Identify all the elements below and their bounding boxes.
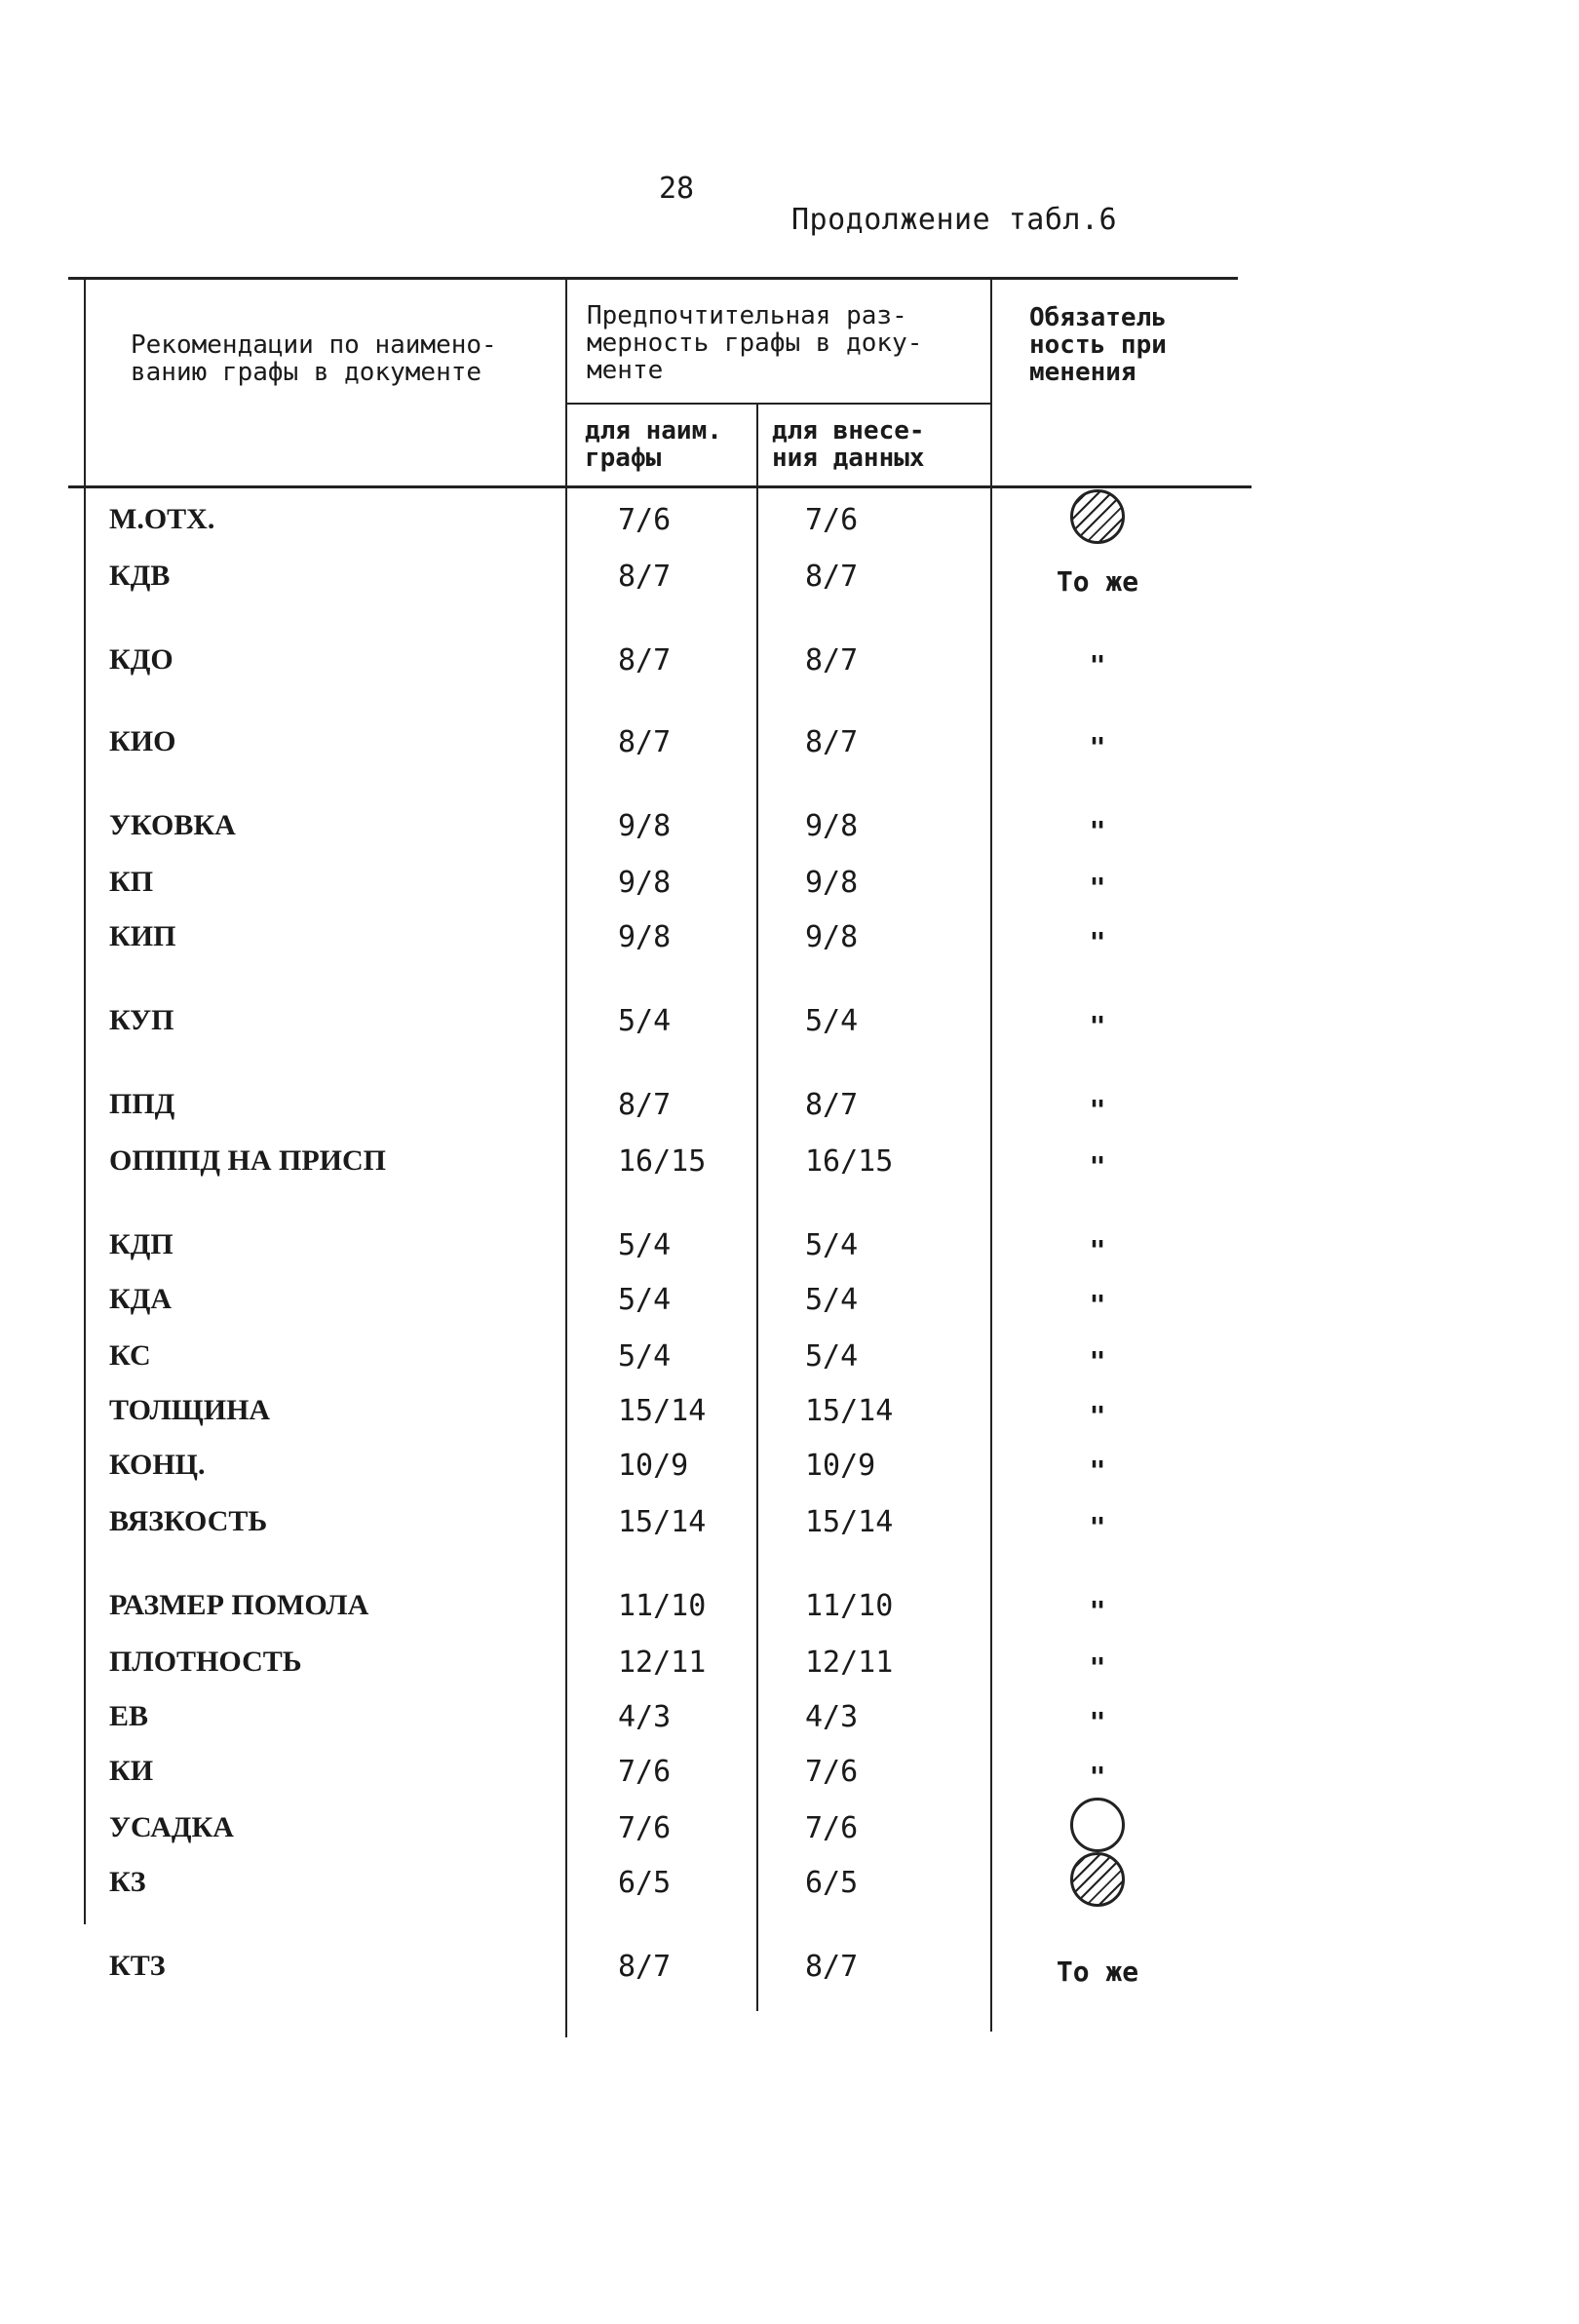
row-mandatory-mark: " xyxy=(1089,1094,1106,1126)
row-mandatory-mark: " xyxy=(1089,1651,1106,1684)
row-column-name: УСАДКА xyxy=(109,1811,234,1843)
row-column-name: ВЯЗКОСТЬ xyxy=(109,1505,268,1537)
row-dimension-data: 9/8 xyxy=(805,866,859,900)
row-mandatory-mark: " xyxy=(1089,1454,1106,1487)
row-mandatory-mark: " xyxy=(1089,926,1106,958)
row-mandatory-mark: " xyxy=(1089,1511,1106,1543)
row-mandatory-mark: " xyxy=(1089,1595,1106,1627)
row-column-name: КЗ xyxy=(109,1866,146,1898)
row-dimension-name: 15/14 xyxy=(618,1394,707,1428)
row-dimension-data: 8/7 xyxy=(805,560,859,594)
row-mandatory-mark: " xyxy=(1089,649,1106,681)
row-dimension-name: 9/8 xyxy=(618,920,672,954)
row-dimension-name: 15/14 xyxy=(618,1505,707,1539)
hatched-circle-icon xyxy=(990,489,1205,551)
open-circle-icon xyxy=(990,1798,1205,1859)
row-dimension-data: 8/7 xyxy=(805,1950,859,1984)
row-column-name: КП xyxy=(109,866,154,898)
row-dimension-name: 8/7 xyxy=(618,1950,672,1984)
row-column-name: ППД xyxy=(109,1088,175,1120)
header-preferred-dimension: Предпочтительная раз- мерность графы в доку- менте xyxy=(587,301,923,385)
row-dimension-data: 8/7 xyxy=(805,1088,859,1122)
row-dimension-data: 12/11 xyxy=(805,1646,894,1680)
optional-symbol-icon xyxy=(1070,1798,1125,1852)
header-bottom-rule xyxy=(68,485,1252,488)
row-dimension-name: 7/6 xyxy=(618,1811,672,1845)
left-border xyxy=(84,277,86,1924)
row-dimension-data: 11/10 xyxy=(805,1589,894,1623)
row-dimension-data: 7/6 xyxy=(805,503,859,537)
row-mandatory-mark: " xyxy=(1089,1400,1106,1432)
row-column-name: КИП xyxy=(109,920,176,952)
row-mandatory-mark: То же xyxy=(1056,565,1139,598)
row-column-name: КДП xyxy=(109,1228,173,1260)
row-dimension-data: 5/4 xyxy=(805,1283,859,1317)
row-dimension-name: 10/9 xyxy=(618,1449,689,1483)
row-column-name: ЕВ xyxy=(109,1700,149,1732)
row-column-name: КИ xyxy=(109,1755,154,1787)
header-name-recommendation: Рекомендации по наимено- ванию графы в документе xyxy=(131,330,497,387)
row-dimension-data: 9/8 xyxy=(805,809,859,843)
row-column-name: КДО xyxy=(109,643,173,676)
row-mandatory-mark: " xyxy=(1089,1706,1106,1738)
row-dimension-name: 12/11 xyxy=(618,1646,707,1680)
row-dimension-data: 4/3 xyxy=(805,1700,859,1734)
divider-1 xyxy=(565,277,567,2037)
row-mandatory-mark: " xyxy=(1089,731,1106,763)
row-column-name: ОПППД НА ПРИСП xyxy=(109,1144,386,1177)
table-top-rule xyxy=(68,277,1238,280)
subheader-rule xyxy=(565,403,990,405)
row-mandatory-mark: " xyxy=(1089,1150,1106,1182)
row-mandatory-mark: " xyxy=(1089,1234,1106,1266)
hatched-circle-icon xyxy=(990,1852,1205,1914)
mandatory-symbol-icon xyxy=(1070,1852,1125,1907)
row-column-name: КДВ xyxy=(109,560,171,592)
mandatory-symbol-icon xyxy=(1070,489,1125,544)
row-mandatory-mark: " xyxy=(1089,1289,1106,1321)
row-column-name: КТЗ xyxy=(109,1950,166,1982)
row-dimension-data: 16/15 xyxy=(805,1144,894,1179)
row-dimension-name: 4/3 xyxy=(618,1700,672,1734)
row-column-name: М.ОТХ. xyxy=(109,503,215,535)
row-column-name: КДА xyxy=(109,1283,173,1315)
row-dimension-name: 16/15 xyxy=(618,1144,707,1179)
row-dimension-name: 8/7 xyxy=(618,725,672,759)
row-column-name: КОНЦ. xyxy=(109,1449,206,1481)
row-mandatory-mark: То же xyxy=(1056,1956,1139,1988)
header-mandatory-use: Обязатель ность при менения xyxy=(1029,303,1167,387)
row-mandatory-mark: " xyxy=(1089,1345,1106,1377)
row-dimension-name: 5/4 xyxy=(618,1228,672,1262)
row-dimension-name: 11/10 xyxy=(618,1589,707,1623)
row-dimension-name: 9/8 xyxy=(618,809,672,843)
row-dimension-name: 8/7 xyxy=(618,1088,672,1122)
row-dimension-data: 5/4 xyxy=(805,1339,859,1374)
row-column-name: КС xyxy=(109,1339,151,1372)
row-dimension-name: 6/5 xyxy=(618,1866,672,1900)
row-mandatory-mark: " xyxy=(1089,872,1106,904)
table-continuation-caption: Продолжение табл.6 xyxy=(791,203,1118,237)
row-dimension-name: 8/7 xyxy=(618,643,672,678)
row-column-name: ПЛОТНОСТЬ xyxy=(109,1646,302,1678)
row-dimension-data: 15/14 xyxy=(805,1394,894,1428)
row-dimension-name: 5/4 xyxy=(618,1004,672,1038)
row-dimension-data: 8/7 xyxy=(805,725,859,759)
row-dimension-data: 5/4 xyxy=(805,1228,859,1262)
row-dimension-name: 5/4 xyxy=(618,1283,672,1317)
row-mandatory-mark: " xyxy=(1089,1761,1106,1793)
row-dimension-name: 8/7 xyxy=(618,560,672,594)
row-dimension-data: 7/6 xyxy=(805,1755,859,1789)
page-number: 28 xyxy=(659,172,695,206)
row-column-name: ТОЛЩИНА xyxy=(109,1394,271,1426)
header-for-column-name: для наим. графы xyxy=(585,416,722,473)
row-dimension-data: 5/4 xyxy=(805,1004,859,1038)
row-dimension-data: 8/7 xyxy=(805,643,859,678)
row-dimension-data: 15/14 xyxy=(805,1505,894,1539)
divider-2 xyxy=(756,403,758,2011)
row-dimension-name: 7/6 xyxy=(618,1755,672,1789)
row-column-name: УКОВКА xyxy=(109,809,236,841)
row-column-name: КУП xyxy=(109,1004,174,1036)
row-dimension-data: 10/9 xyxy=(805,1449,876,1483)
row-dimension-name: 9/8 xyxy=(618,866,672,900)
row-column-name: РАЗМЕР ПОМОЛА xyxy=(109,1589,369,1621)
row-dimension-data: 6/5 xyxy=(805,1866,859,1900)
row-dimension-data: 7/6 xyxy=(805,1811,859,1845)
row-mandatory-mark: " xyxy=(1089,815,1106,847)
header-for-data-entry: для внесе- ния данных xyxy=(772,416,925,473)
row-mandatory-mark: " xyxy=(1089,1010,1106,1042)
row-column-name: КИО xyxy=(109,725,176,757)
row-dimension-data: 9/8 xyxy=(805,920,859,954)
row-dimension-name: 5/4 xyxy=(618,1339,672,1374)
row-dimension-name: 7/6 xyxy=(618,503,672,537)
